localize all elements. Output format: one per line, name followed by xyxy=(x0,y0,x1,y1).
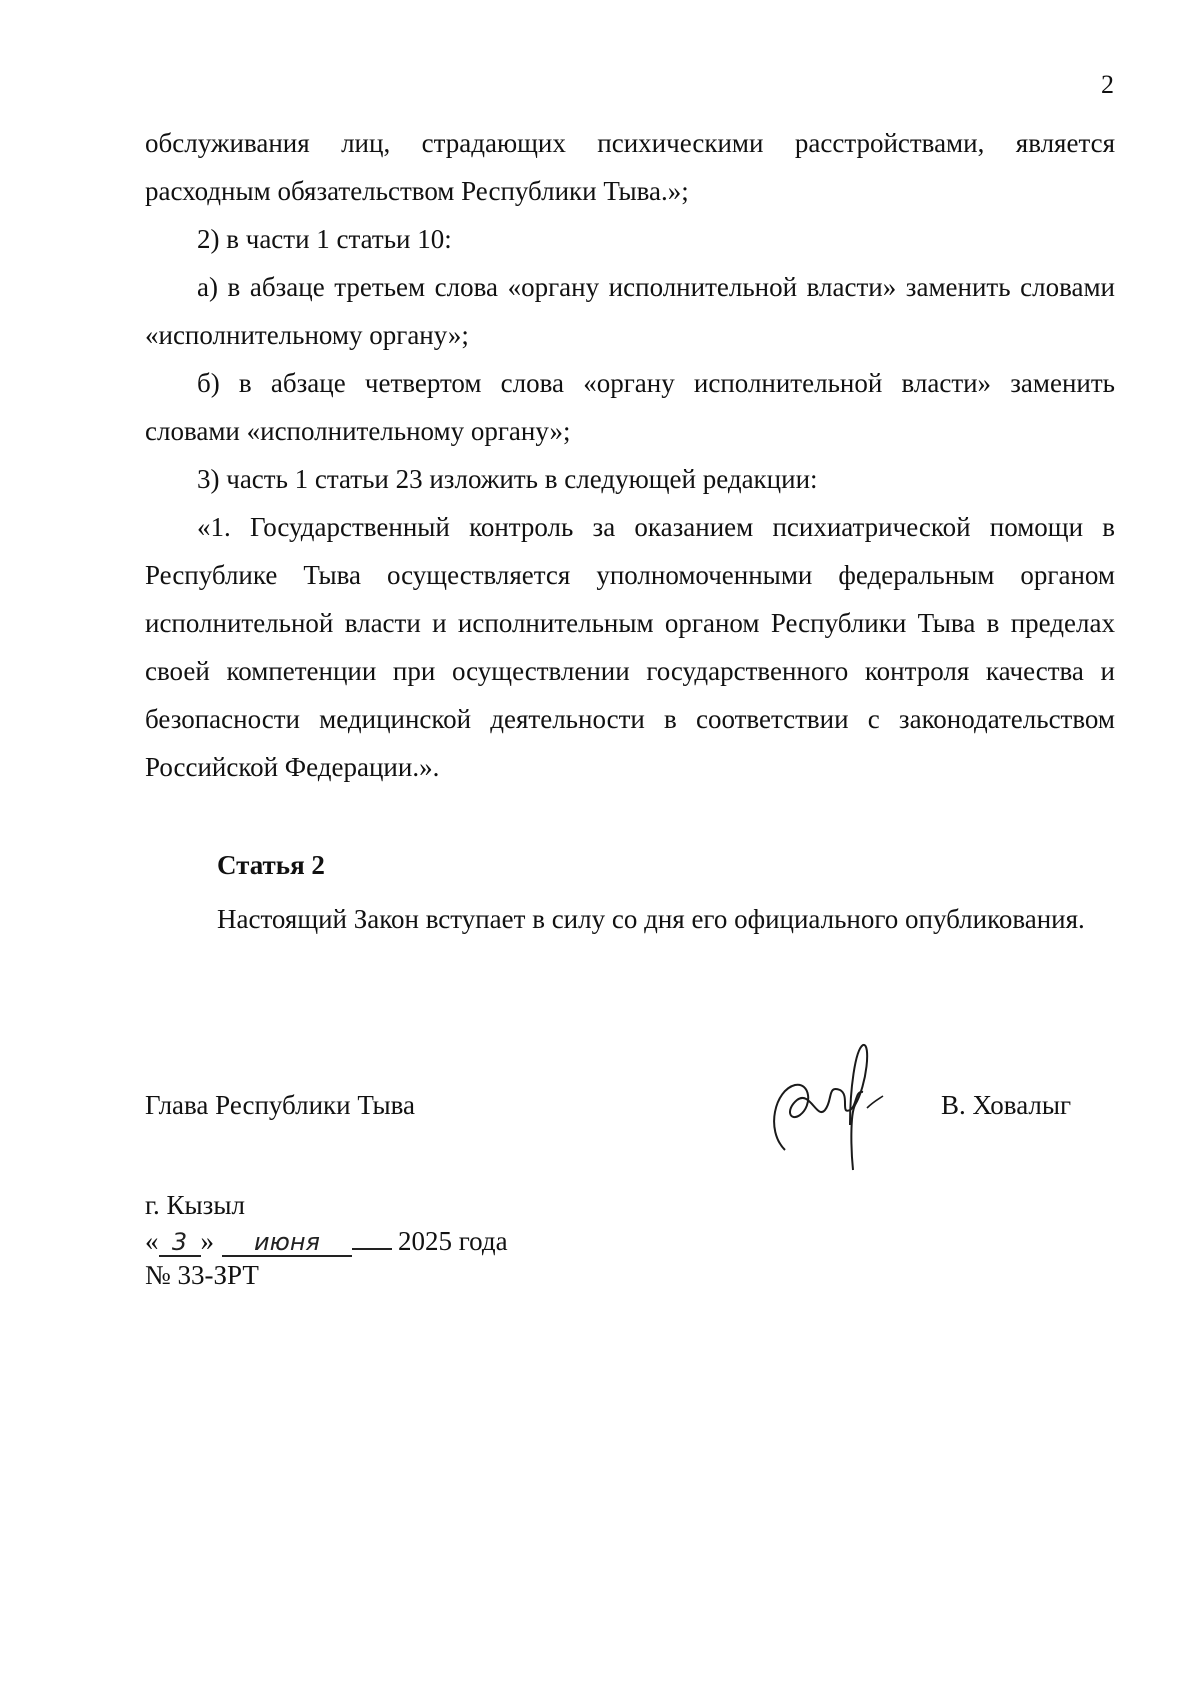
city: г. Кызыл xyxy=(145,1190,245,1220)
law-number: № 33-ЗРТ xyxy=(145,1260,259,1290)
date-line xyxy=(145,1222,508,1258)
article-heading: Статья 2 xyxy=(217,850,325,880)
day-handwritten: 3 xyxy=(159,1229,201,1257)
place-and-date xyxy=(145,1188,508,1292)
paragraph: а) в абзаце третьем слова «органу исполнительной власти» заменить словами «исполнительному органу»; xyxy=(145,272,1115,350)
paragraph: б) в абзаце четвертом слова «органу исполнительной власти» заменить словами «исполнительному органу»; xyxy=(145,368,1115,446)
article-2 xyxy=(145,845,1115,943)
date-underline xyxy=(352,1222,392,1250)
signatory-name: В. Ховалыг xyxy=(941,1090,1072,1120)
page-number: 2 xyxy=(1101,70,1114,99)
year: 2025 года xyxy=(398,1226,508,1256)
paragraph: «1. Государственный контроль за оказанием психиатрической помощи в Республике Тыва осуществляется уполномоченными федеральным органом исполнительной власти и исполнительным органом Республики Тыва в пределах своей компетенции при осуществлении государственного контроля качества и безопасности медицинской деятельности в соответствии с законодательством Российской Федерации.». xyxy=(145,512,1115,782)
close-quote: » xyxy=(200,1226,214,1256)
handwritten-signature xyxy=(755,1030,905,1180)
article-2-text: Настоящий Закон вступает в силу со дня его официального опубликования. xyxy=(217,904,1085,934)
month-handwritten: июня xyxy=(222,1229,352,1257)
open-quote: « xyxy=(145,1226,159,1256)
article-1-continuation xyxy=(145,119,1115,791)
paragraph: 2) в части 1 статьи 10: xyxy=(197,224,452,254)
paragraph: обслуживания лиц, страдающих психическими расстройствами, является расходным обязательством Республики Тыва.»; xyxy=(145,128,1115,206)
paragraph: 3) часть 1 статьи 23 изложить в следующей редакции: xyxy=(197,464,818,494)
signatory-title: Глава Республики Тыва xyxy=(145,1090,416,1120)
